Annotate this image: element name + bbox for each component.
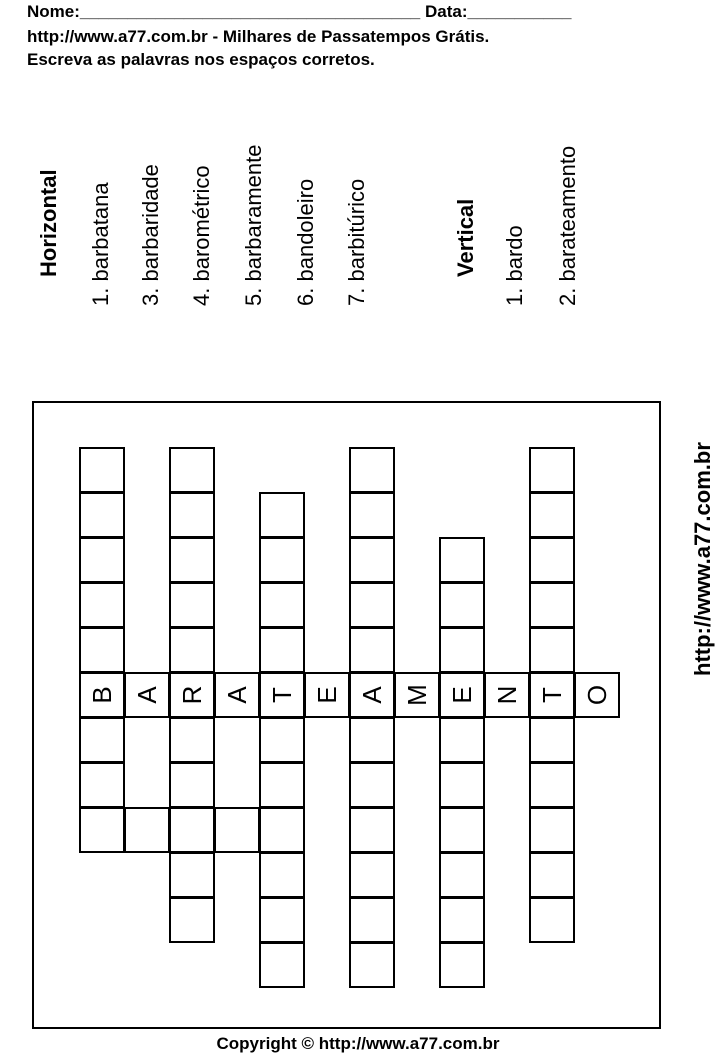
- grid-cell[interactable]: [169, 717, 215, 763]
- answer-letter: M: [402, 684, 432, 706]
- grid-cell[interactable]: [349, 447, 395, 493]
- vertical-clue: [555, 146, 581, 306]
- grid-cell[interactable]: [259, 852, 305, 898]
- grid-cell[interactable]: [439, 717, 485, 763]
- vertical-title: Vertical: [453, 198, 478, 277]
- grid-cell[interactable]: [349, 897, 395, 943]
- clue-word: barbaridade: [138, 164, 163, 282]
- clue-word: barbatana: [88, 182, 113, 282]
- grid-cell[interactable]: [79, 537, 125, 583]
- grid-cell[interactable]: [349, 762, 395, 808]
- grid-cell[interactable]: [349, 492, 395, 538]
- answer-cell[interactable]: [484, 672, 530, 718]
- side-url: http://www.a77.com.br: [690, 442, 715, 676]
- name-date-line: [27, 2, 572, 22]
- answer-cell[interactable]: [124, 672, 170, 718]
- grid-cell[interactable]: [169, 537, 215, 583]
- horizontal-clue: [241, 145, 267, 306]
- clue-number: 5.: [241, 287, 266, 306]
- crossword-frame: [32, 401, 661, 1029]
- answer-cell[interactable]: [394, 672, 440, 718]
- grid-cell[interactable]: [259, 492, 305, 538]
- grid-cell[interactable]: [169, 447, 215, 493]
- answer-letter: N: [492, 685, 522, 705]
- clue-word: bardo: [502, 225, 527, 282]
- grid-cell[interactable]: [349, 807, 395, 853]
- answer-letter: T: [267, 687, 297, 703]
- grid-cell[interactable]: [439, 852, 485, 898]
- grid-cell[interactable]: [439, 942, 485, 988]
- grid-cell[interactable]: [259, 897, 305, 943]
- grid-cell[interactable]: [79, 447, 125, 493]
- grid-cell[interactable]: [529, 852, 575, 898]
- clue-number: 6.: [293, 287, 318, 306]
- grid-cell[interactable]: [439, 807, 485, 853]
- copyright-footer: Copyright © http://www.a77.com.br: [216, 1034, 500, 1053]
- grid-cell[interactable]: [529, 447, 575, 493]
- grid-cell[interactable]: [169, 627, 215, 673]
- answer-cell[interactable]: [439, 672, 485, 718]
- answer-letter: B: [87, 686, 117, 704]
- answer-letter: T: [537, 687, 567, 703]
- grid-cell[interactable]: [124, 807, 170, 853]
- clue-word: barbaramente: [241, 144, 266, 282]
- answer-cell[interactable]: [259, 672, 305, 718]
- grid-cell[interactable]: [259, 627, 305, 673]
- horizontal-clue: [189, 165, 215, 306]
- answer-letter: O: [582, 684, 612, 706]
- grid-cell[interactable]: [169, 762, 215, 808]
- answer-cell[interactable]: [304, 672, 350, 718]
- site-line: http://www.a77.com.br - Milhares de Passatempos Grátis.: [27, 27, 490, 46]
- instruction: Escreva as palavras nos espaços corretos.: [27, 50, 375, 69]
- horizontal-title: Horizontal: [36, 169, 61, 277]
- grid-cell[interactable]: [349, 717, 395, 763]
- grid-cell[interactable]: [529, 492, 575, 538]
- clue-word: barbitúrico: [344, 178, 369, 282]
- answer-cell[interactable]: [529, 672, 575, 718]
- horizontal-clue: [293, 179, 319, 306]
- grid-cell[interactable]: [529, 627, 575, 673]
- grid-cell[interactable]: [529, 762, 575, 808]
- grid-cell[interactable]: [169, 807, 215, 853]
- answer-cell[interactable]: [79, 672, 125, 718]
- clue-word: barométrico: [189, 165, 214, 282]
- horizontal-clue: [138, 164, 164, 306]
- grid-cell[interactable]: [349, 582, 395, 628]
- nome-label: Nome:____________________________________: [27, 2, 421, 21]
- horizontal-clue: [344, 179, 370, 306]
- grid-cell[interactable]: [79, 807, 125, 853]
- data-label: Data:___________: [425, 2, 572, 21]
- grid-cell[interactable]: [169, 852, 215, 898]
- answer-letter: E: [447, 686, 477, 704]
- answer-letter: A: [357, 686, 387, 704]
- grid-cell[interactable]: [349, 852, 395, 898]
- clue-number: 4.: [189, 287, 214, 306]
- grid-cell[interactable]: [529, 537, 575, 583]
- clue-word: bandoleiro: [293, 178, 318, 282]
- grid-cell[interactable]: [439, 627, 485, 673]
- grid-cell[interactable]: [529, 807, 575, 853]
- grid-cell[interactable]: [439, 582, 485, 628]
- grid-cell[interactable]: [259, 582, 305, 628]
- answer-letter: A: [132, 686, 162, 704]
- grid-cell[interactable]: [79, 762, 125, 808]
- grid-cell[interactable]: [259, 717, 305, 763]
- answer-cell[interactable]: [214, 672, 260, 718]
- clue-number: 7.: [344, 287, 369, 306]
- grid-cell[interactable]: [214, 807, 260, 853]
- grid-cell[interactable]: [169, 582, 215, 628]
- answer-letter: A: [222, 686, 252, 704]
- answer-cell[interactable]: [574, 672, 620, 718]
- clue-number: 1.: [88, 287, 113, 306]
- vertical-clue: [502, 225, 528, 306]
- answer-cell[interactable]: [349, 672, 395, 718]
- grid-cell[interactable]: [349, 537, 395, 583]
- clue-number: 3.: [138, 287, 163, 306]
- grid-cell[interactable]: [79, 717, 125, 763]
- grid-cell[interactable]: [529, 582, 575, 628]
- grid-cell[interactable]: [169, 897, 215, 943]
- grid-cell[interactable]: [259, 537, 305, 583]
- grid-cell[interactable]: [259, 807, 305, 853]
- clue-number: 2.: [555, 287, 580, 306]
- grid-cell[interactable]: [349, 942, 395, 988]
- grid-cell[interactable]: [529, 717, 575, 763]
- grid-cell[interactable]: [439, 762, 485, 808]
- answer-letter: R: [177, 685, 207, 705]
- horizontal-clue: [88, 182, 114, 306]
- grid-cell[interactable]: [79, 627, 125, 673]
- grid-cell[interactable]: [259, 942, 305, 988]
- answer-letter: E: [312, 686, 342, 704]
- grid-cell[interactable]: [439, 897, 485, 943]
- answer-cell[interactable]: [169, 672, 215, 718]
- clue-word: barateamento: [555, 145, 580, 282]
- grid-cell[interactable]: [79, 582, 125, 628]
- grid-cell[interactable]: [259, 762, 305, 808]
- grid-cell[interactable]: [349, 627, 395, 673]
- grid-cell[interactable]: [439, 537, 485, 583]
- grid-cell[interactable]: [79, 492, 125, 538]
- grid-cell[interactable]: [529, 897, 575, 943]
- grid-cell[interactable]: [169, 492, 215, 538]
- clue-number: 1.: [502, 287, 527, 306]
